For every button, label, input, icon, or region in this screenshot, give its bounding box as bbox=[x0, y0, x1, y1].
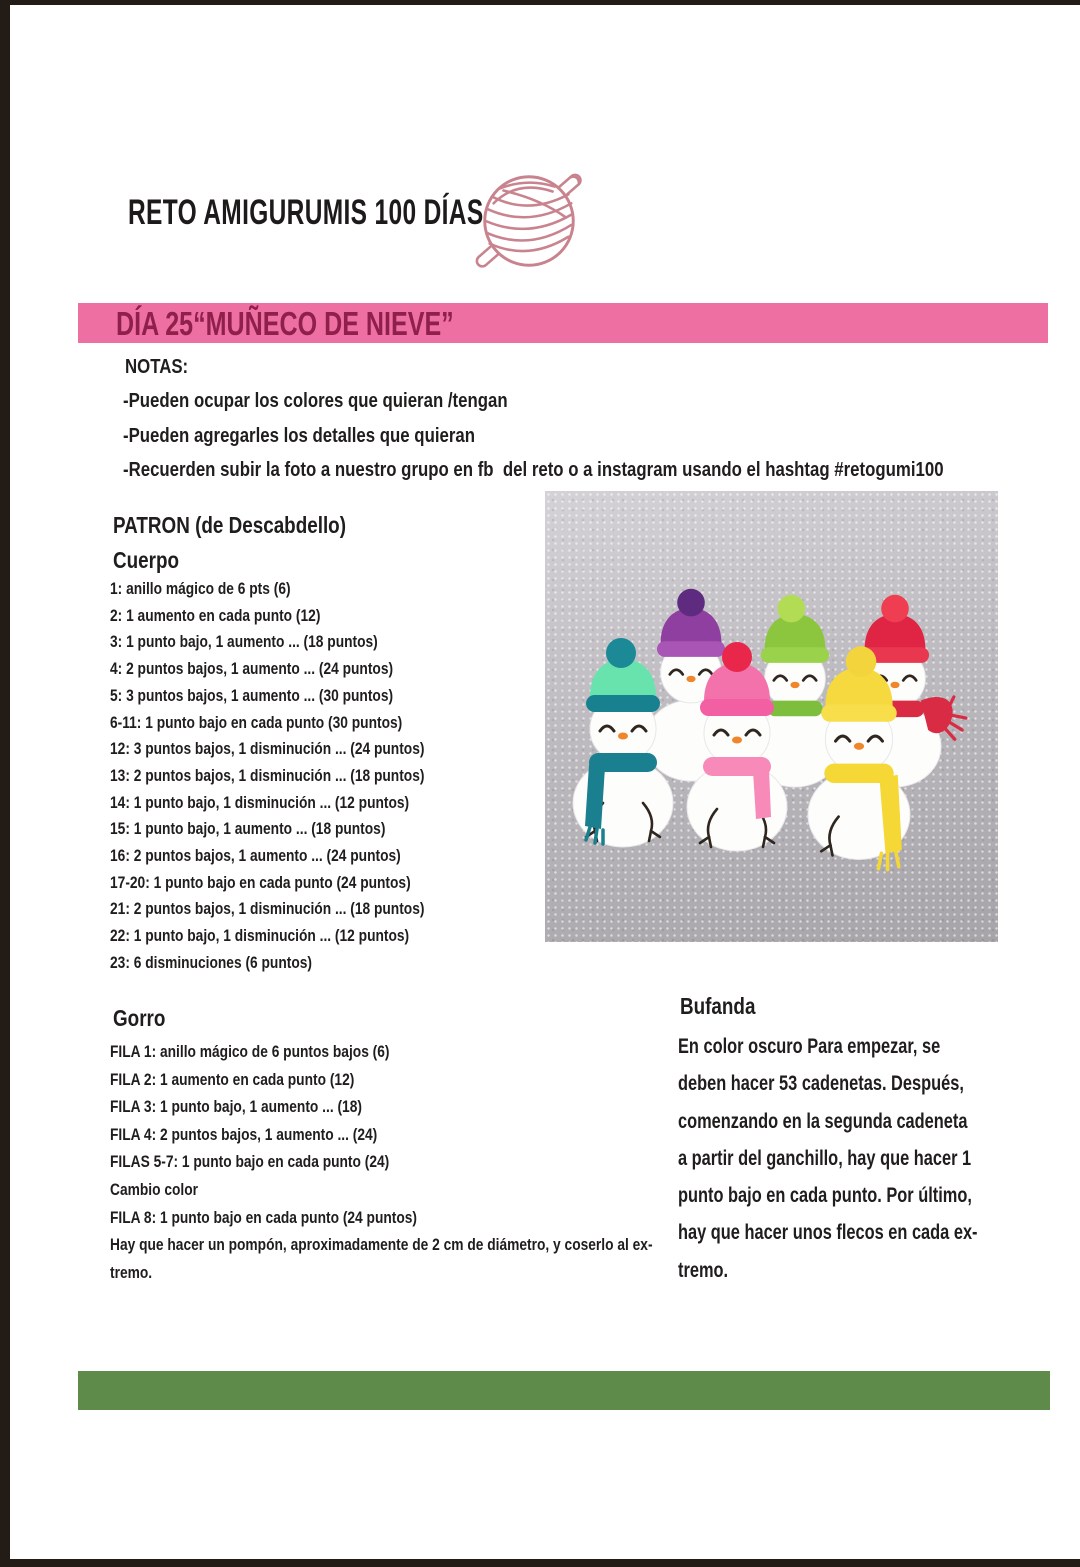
pattern-row: 2: 1 aumento en cada punto (12) bbox=[110, 605, 321, 625]
bufanda-line: En color oscuro Para empezar, se bbox=[678, 1035, 941, 1058]
bufanda-line: tremo. bbox=[678, 1258, 729, 1282]
bufanda-line: comenzando en la segunda cadeneta bbox=[678, 1109, 968, 1133]
pattern-row: FILAS 5-7: 1 punto bajo en cada punto (24) bbox=[110, 1152, 390, 1172]
pattern-row: 4: 2 puntos bajos, 1 aumento ... (24 puntos) bbox=[110, 659, 394, 679]
page-edge-left bbox=[0, 0, 10, 1567]
cuerpo-heading: Cuerpo bbox=[113, 547, 180, 573]
pattern-row: 6-11: 1 punto bajo en cada punto (30 puntos) bbox=[110, 712, 403, 732]
cuerpo-rows bbox=[110, 576, 498, 977]
pattern-row: FILA 2: 1 aumento en cada punto (12) bbox=[110, 1069, 355, 1089]
pattern-row: tremo. bbox=[110, 1262, 153, 1282]
page-edge-bottom bbox=[0, 1559, 1080, 1567]
day-banner bbox=[78, 303, 1048, 343]
pattern-row: FILA 1: anillo mágico de 6 puntos bajos (6) bbox=[110, 1042, 390, 1061]
notes-heading: NOTAS: bbox=[125, 356, 189, 378]
pattern-row: 12: 3 puntos bajos, 1 disminución ... (24 puntos) bbox=[110, 739, 425, 759]
yarn-ball-icon bbox=[470, 160, 588, 282]
pattern-row: 3: 1 punto bajo, 1 aumento ... (18 puntos) bbox=[110, 632, 378, 652]
note-line: -Pueden ocupar los colores que quieran /tengan bbox=[123, 390, 508, 412]
pattern-row: Hay que hacer un pompón, aproximadamente de 2 cm de diámetro, y coserlo al ex- bbox=[110, 1235, 653, 1255]
pattern-row: 17-20: 1 punto bajo en cada punto (24 puntos) bbox=[110, 872, 411, 892]
bufanda-line: hay que hacer unos flecos en cada ex- bbox=[678, 1221, 978, 1245]
note-line: -Pueden agregarles los detalles que quieran bbox=[123, 424, 475, 447]
bufanda-text bbox=[678, 1028, 1062, 1289]
bufanda-line: deben hacer 53 cadenetas. Después, bbox=[678, 1072, 964, 1096]
pattern-row: FILA 4: 2 puntos bajos, 1 aumento ... (24) bbox=[110, 1124, 378, 1144]
bufanda-heading: Bufanda bbox=[680, 993, 756, 1019]
pattern-row: 16: 2 puntos bajos, 1 aumento ... (24 puntos) bbox=[110, 846, 401, 866]
bufanda-line: a partir del ganchillo, hay que hacer 1 bbox=[678, 1146, 972, 1170]
pattern-row: FILA 3: 1 punto bajo, 1 aumento ... (18) bbox=[110, 1097, 362, 1117]
snowmen-photo bbox=[545, 491, 998, 942]
pattern-row: 5: 3 puntos bajos, 1 aumento ... (30 puntos) bbox=[110, 685, 394, 705]
pattern-row: 1: anillo mágico de 6 pts (6) bbox=[110, 579, 291, 598]
notes-list bbox=[123, 384, 1080, 488]
pattern-row: 22: 1 punto bajo, 1 disminución ... (12 puntos) bbox=[110, 926, 410, 946]
patron-heading: PATRON (de Descabdello) bbox=[113, 512, 346, 538]
pattern-row: 23: 6 disminuciones (6 puntos) bbox=[110, 952, 312, 972]
day-banner-label: DÍA 25“MUÑECO DE NIEVE” bbox=[116, 305, 454, 342]
bufanda-line: punto bajo en cada punto. Por último, bbox=[678, 1184, 972, 1208]
pattern-row: 13: 2 puntos bajos, 1 disminución ... (18 puntos) bbox=[110, 765, 425, 785]
pattern-row: 21: 2 puntos bajos, 1 disminución ... (18 puntos) bbox=[110, 899, 425, 919]
footer-bar bbox=[78, 1371, 1050, 1410]
gorro-heading: Gorro bbox=[113, 1005, 166, 1031]
note-line: -Recuerden subir la foto a nuestro grupo en fb del reto o a instagram usando el hashtag #retogumi100 bbox=[123, 459, 944, 481]
pattern-row: Cambio color bbox=[110, 1179, 198, 1199]
pattern-row: 15: 1 punto bajo, 1 aumento ... (18 puntos) bbox=[110, 819, 386, 839]
page-edge-top bbox=[0, 0, 1080, 5]
page-title: RETO AMIGURUMIS 100 DÍAS bbox=[128, 193, 484, 232]
snowmen-illustration bbox=[545, 491, 998, 942]
pattern-row: 14: 1 punto bajo, 1 disminución ... (12 puntos) bbox=[110, 792, 410, 812]
pattern-row: FILA 8: 1 punto bajo en cada punto (24 puntos) bbox=[110, 1207, 418, 1227]
